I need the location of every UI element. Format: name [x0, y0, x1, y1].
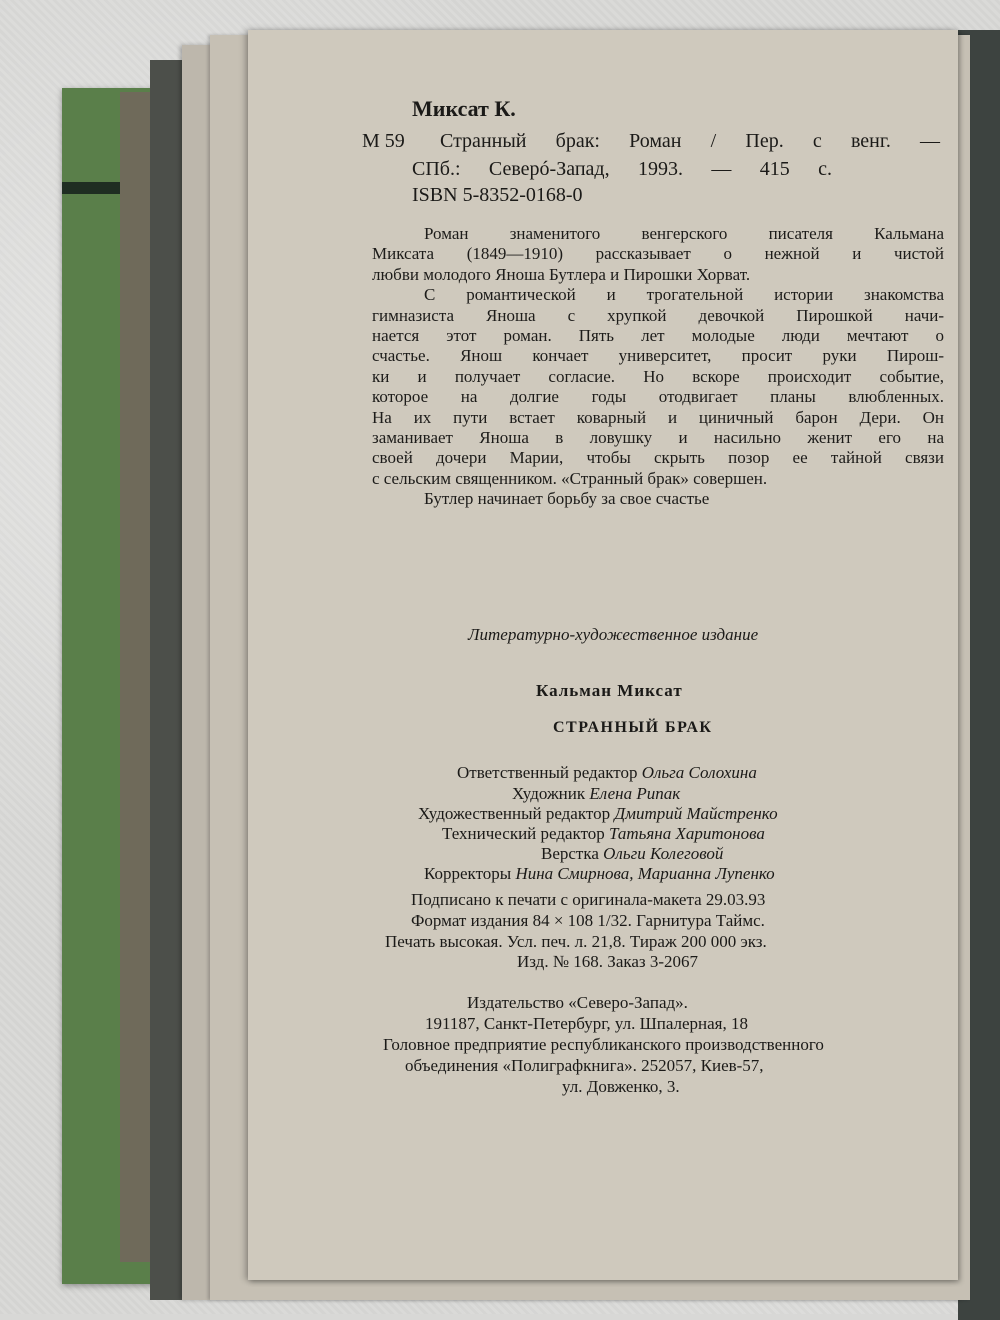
- credit-name: Ольги Колеговой: [603, 844, 724, 863]
- publisher-line: Головное предприятие республиканского производственного: [383, 1035, 824, 1054]
- credit-line: [457, 762, 757, 784]
- credit-line: [418, 803, 778, 825]
- annotation-line: заманивает Яноша в ловушку и насильно женит его на: [372, 428, 944, 448]
- credit-line: [424, 863, 775, 885]
- annotation-line: любви молодого Яноша Бутлера и Пирошки Хорват.: [372, 264, 751, 284]
- credit-name: Дмитрий Майстренко: [614, 804, 778, 823]
- credit-name: Ольга Солохина: [641, 763, 757, 782]
- publisher-line: ул. Довженко, 3.: [562, 1077, 680, 1096]
- credit-role: Корректоры: [424, 864, 512, 883]
- credit-role: Ответственный редактор: [457, 763, 638, 782]
- credit-line: [541, 843, 723, 865]
- catalog-title-line: Странный брак: Роман / Пер. с венг. —: [440, 130, 940, 152]
- print-info-line: Подписано к печати с оригинала-макета 29.03.93: [411, 890, 766, 909]
- publisher-line: объединения «Полиграфкнига». 252057, Киев-57,: [405, 1056, 764, 1075]
- annotation-line: Бутлер начинает борьбу за свое счастье: [424, 489, 710, 509]
- author-name: Кальман Миксат: [536, 681, 683, 700]
- credit-line: [512, 783, 680, 805]
- publisher-line: 191187, Санкт-Петербург, ул. Шпалерная, 18: [425, 1014, 748, 1033]
- annotation-line: нается этот роман. Пять лет молодые люди мечтают о: [372, 326, 944, 346]
- annotation-line: своей дочери Марии, чтобы скрыть позор ее тайной связи: [372, 448, 944, 468]
- credit-name: Нина Смирнова, Марианна Лупенко: [515, 864, 775, 883]
- print-info-line: Печать высокая. Усл. печ. л. 21,8. Тираж 200 000 экз.: [385, 932, 767, 951]
- catalog-author: Миксат К.: [412, 96, 516, 121]
- credit-line: [442, 823, 765, 845]
- credit-role: Художник: [512, 784, 586, 803]
- credit-name: Елена Рипак: [589, 784, 681, 803]
- credit-name: Татьяна Харитонова: [609, 824, 765, 843]
- print-info-line: Формат издания 84 × 108 1/32. Гарнитура Таймс.: [411, 911, 765, 930]
- credit-role: Верстка: [541, 844, 599, 863]
- annotation-line: С романтической и трогательной истории знакомства: [424, 285, 944, 305]
- annotation-line: которое на долгие годы отодвигает планы влюбленных.: [372, 387, 944, 407]
- publisher-line: Издательство «Северо-Запад».: [467, 993, 688, 1012]
- edition-type: Литературно-художественное издание: [468, 625, 759, 644]
- annotation-block: [372, 224, 944, 510]
- catalog-isbn: ISBN 5-8352-0168-0: [412, 184, 583, 206]
- catalog-publisher-line: СПб.: Северó-Запад, 1993. — 415 с.: [412, 158, 832, 180]
- print-info-line: Изд. № 168. Заказ 3-2067: [517, 952, 699, 971]
- credit-role: Технический редактор: [442, 824, 605, 843]
- credit-role: Художественный редактор: [418, 804, 611, 823]
- annotation-line: с сельским священником. «Странный брак» совершен.: [372, 468, 768, 488]
- annotation-line: ки и получает согласие. Но вскоре происходит событие,: [372, 366, 944, 386]
- catalog-mark: М 59: [362, 130, 405, 152]
- annotation-line: Роман знаменитого венгерского писателя Кальмана: [424, 224, 944, 243]
- annotation-line: Миксата (1849—1910) рассказывает о нежной и чистой: [372, 244, 944, 264]
- annotation-line: счастье. Янош кончает университет, просит руки Пирош-: [372, 346, 944, 366]
- annotation-line: гимназиста Яноша с хрупкой девочкой Пирошкой начи-: [372, 305, 944, 325]
- annotation-line: На их пути встает коварный и циничный барон Дери. Он: [372, 407, 944, 427]
- book-title: СТРАННЫЙ БРАК: [553, 719, 713, 736]
